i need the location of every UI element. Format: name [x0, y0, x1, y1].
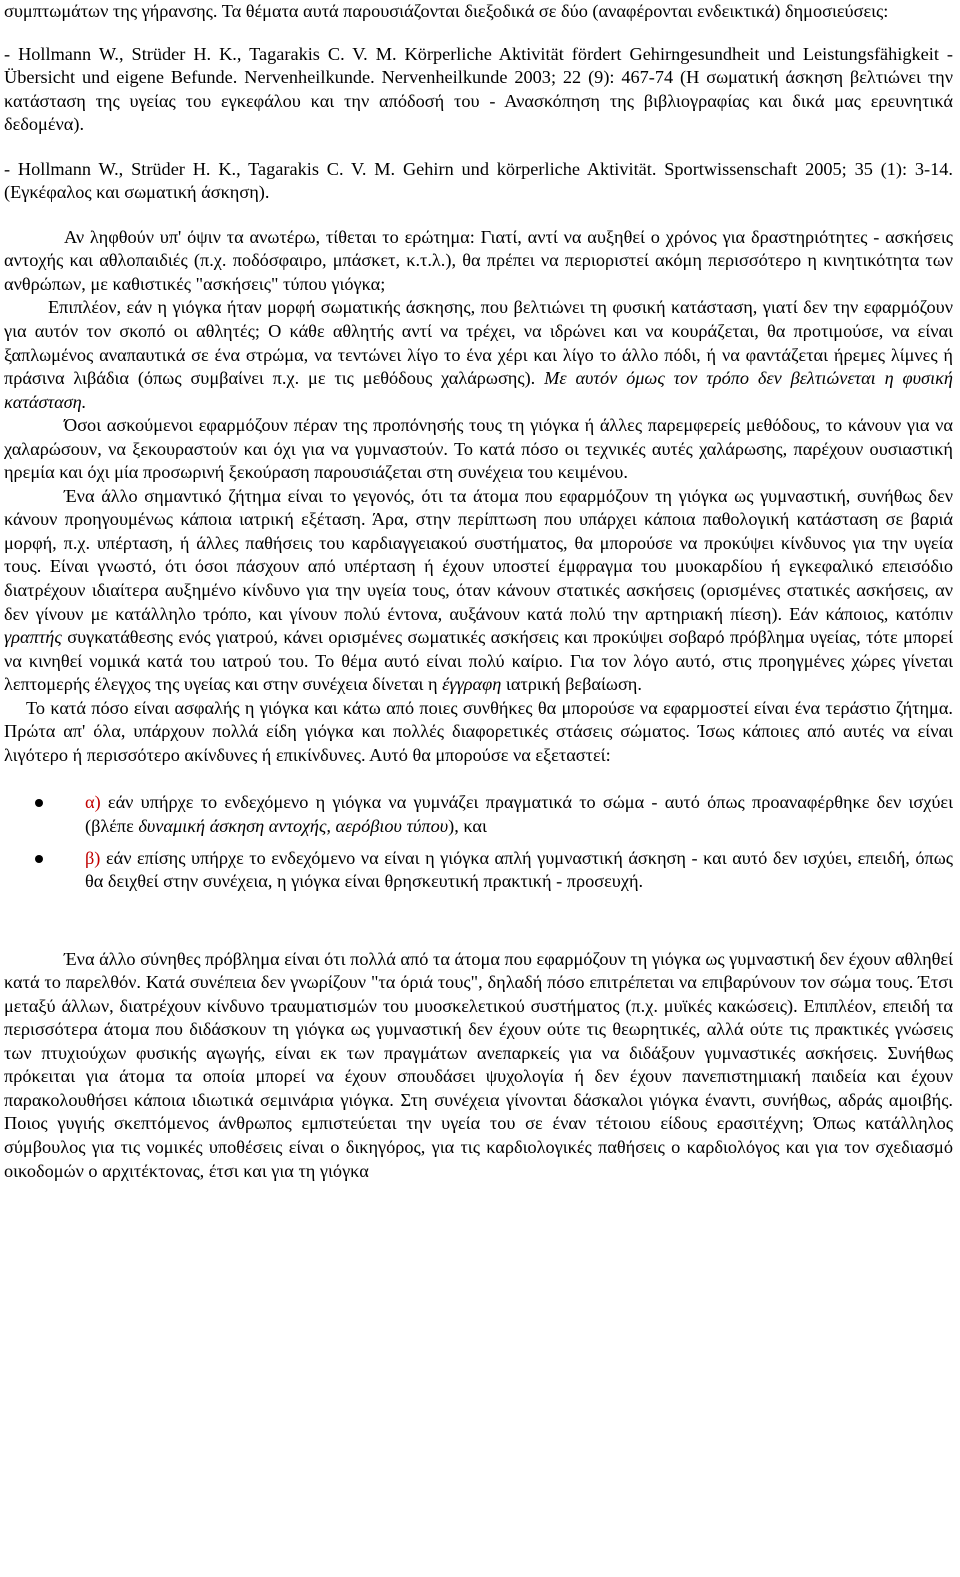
- paragraph-medical-italic-2: έγγραφη: [442, 674, 502, 695]
- bullet-a-italic: δυναμική άσκηση αντοχής, αερόβιου τύπου: [138, 815, 449, 836]
- bullet-b-marker: β): [85, 847, 101, 868]
- reference-2: - Hollmann W., Strüder H. K., Tagarakis C. V. M. Gehirn und körperliche Aktivität. Sportwissenschaft 2005; 35 (1): 3-14. (Εγκέφαλος και σωματική άσκηση).: [4, 158, 953, 203]
- bullet-dot-icon: [35, 855, 43, 863]
- bullet-dot-icon: [35, 799, 43, 807]
- paragraph-medical-a: Ένα άλλο σημαντικό ζήτημα είναι το γεγονός, ότι τα άτομα που εφαρμόζουν τη γιόγκα ως γυμναστική, συνήθως δεν κάνουν προηγουμένως κάποια ιατρική εξέταση. Άρα, στην περίπτωση που υπάρχει κάποια παθολογική κατάσταση σε βαριά μορφή, π.χ. υπέρταση, ή άλλες παθήσεις του καρδιαγγειακού συστήματος, θα μπορούσε να προκύψει κίνδυνος για την υγεία τους. Είναι γνωστό, ότι όσοι πάσχουν από υπέρταση ή έχουν υποστεί έμφραγμα του μυοκαρδίου ή εγκεφαλικό επεισόδιο διατρέχουν ιδιαίτερα αυξημένο κίνδυνο για την υγεία τους, όταν κάνουν στατικές ασκήσεις (ορισμένες στατικές ασκήσεις, αν δεν γίνουν με κατάλληλο τρόπο, και γίνουν πολύ έντονα, αυξάνουν κατά πολύ την αρτηριακή πίεση). Εάν κάποιος, κατόπιν: [4, 485, 953, 624]
- paragraph-intro: συμπτωμάτων της γήρανσης. Τα θέματα αυτά παρουσιάζονται διεξοδικά σε δύο (αναφέρονται ενδεικτικά) δημοσιεύσεις:: [4, 1, 889, 21]
- document-page: [4, 0, 953, 1183]
- paragraph-medical-c: ιατρική βεβαίωση.: [505, 674, 642, 695]
- bullet-item-b: [4, 847, 953, 894]
- paragraph-question: Αν ληφθούν υπ' όψιν τα ανωτέρω, τίθεται το ερώτημα: Γιατί, αντί να αυξηθεί ο χρόνος για δραστηριότητες - ασκήσεις αντοχής και αθλοπαιδιές (π.χ. ποδόσφαιρο, μπάσκετ, κ.τ.λ.), θα πρέπει να περιοριστεί ακόμη περισσότερο η κινητικότητα των ανθρώπων, με καθιστικές "ασκήσεις" τύπου γιόγκα;: [4, 226, 953, 294]
- bullet-b-text: εάν επίσης υπήρχε το ενδεχόμενο να είναι η γιόγκα απλή γυμναστική άσκηση - και αυτό δεν ισχύει, επειδή, όπως θα δειχθεί στην συνέχεια, η γιόγκα είναι θρησκευτική πρακτική - προσευχή.: [85, 847, 953, 892]
- bullet-a-text: εάν υπήρχε το ενδεχόμενο η γιόγκα να γυμνάζει πραγματικά το σώμα - αυτό όπως προαναφέρθηκε δεν ισχύει (βλέπε: [85, 792, 953, 836]
- paragraph-athletes-italic: Με αυτόν όμως τον τρόπο δεν βελτιώνεται η φυσική κατάσταση.: [4, 368, 953, 412]
- reference-1: - Hollmann W., Strüder H. K., Tagarakis C. V. M. Körperliche Aktivität fördert Gehirngesundheit und Leistungsfähigkeit - Übersicht und eigene Befunde. Nervenheilkunde. Nervenheilkunde 2003; 22 (9): 467-74 (Η σωματική άσκηση βελτιώνει την κατάσταση της υγείας του εγκεφάλου και την απόδοσή του - Ανασκόπηση της βιβλιογραφίας και δικά μας ερευνητικά δεδομένα).: [4, 43, 953, 135]
- paragraph-athletes-text: Επιπλέον, εάν η γιόγκα ήταν μορφή σωματικής άσκησης, που βελτιώνει τη φυσική κατάσταση, γιατί δεν την εφαρμόζουν για αυτόν τον σκοπό οι αθλητές; Ο κάθε αθλητής αντί να τρέχει, να ιδρώνει και να κουράζεται, θα προτιμούσε, να είναι ξαπλωμένος αναπαυτικά σε ένα στρώμα, να τεντώνει λίγο το ένα χέρι και λίγο το άλλο πόδι, ή να φαντάζεται ήρεμες λίμνες ή πράσινα λιβάδια (όπως συμβαίνει π.χ. με τις μεθόδους χαλάρωσης).: [4, 297, 953, 389]
- paragraph-medical: [4, 485, 953, 697]
- paragraph-medical-b: συγκατάθεσης ενός γιατρού, κάνει ορισμένες σωματικές ασκήσεις και προκύψει σοβαρό πρόβλημα υγείας, τότε μπορεί να κινηθεί νομικά κατά του ιατρού του. Το θέμα αυτό είναι πολύ καίριο. Για τον λόγο αυτό, στις προηγμένες χώρες γίνεται λεπτομερής έλεγχος της υγείας και στην συνέχεια δίνεται η: [4, 627, 954, 695]
- paragraph-athletes: [4, 296, 953, 414]
- bullet-item-a: [4, 791, 953, 838]
- paragraph-medical-italic-1: γραπτής: [4, 627, 62, 648]
- bullet-a-end: ), και: [448, 815, 487, 836]
- paragraph-relaxation: Όσοι ασκούμενοι εφαρμόζουν πέραν της προπόνησής τους τη γιόγκα ή άλλες παρεμφερείς μεθόδους, το κάνουν για να χαλαρώσουν, να ξεκουραστούν και όχι για να γυμναστούν. Το κατά πόσο οι τεχνικές αυτές χαλάρωσης, παρέχουν ουσιαστική ηρεμία και όχι μία προσωρινή ξεκούραση παρουσιάζεται στη συνέχεια του κειμένου.: [4, 415, 953, 483]
- bullet-a-marker: α): [85, 792, 101, 813]
- paragraph-inexperience: Ένα άλλο σύνηθες πρόβλημα είναι ότι πολλά από τα άτομα που εφαρμόζουν τη γιόγκα ως γυμναστική δεν έχουν αθληθεί κατά το παρελθόν. Κατά συνέπεια δεν γνωρίζουν "τα όριά τους", δηλαδή πόσο επιτρέπεται να επιβαρύνουν τον σώμα τους. Έτσι μεταξύ άλλων, διατρέχουν κίνδυνο τραυματισμών του μυοσκελετικού συστήματος (π.χ. μυϊκές κακώσεις). Επιπλέον, επειδή τα περισσότερα άτομα που διδάσκουν τη γιόγκα ως γυμναστική δεν έχουν ούτε τις θεωρητικές, αλλά ούτε τις πρακτικές γνώσεις των πτυχιούχων φυσικής αγωγής, είναι εκ των πραγμάτων ανεπαρκείς για να διδάξουν γυμναστικές ασκήσεις. Συνήθως πρόκειται για άτομα τα οποία μπορεί να έχουν σπουδάσει ψυχολογία ή δεν έχουν πανεπιστημιακή παιδεία και έχουν παρακολουθήσει κάποια ιδιωτικά σεμινάρια γιόγκα. Στη συνέχεια γίνονται δάσκαλοι γιόγκα έναντι, συνήθως, αδράς αμοιβής. Ποιος γυγιής σκεπτόμενος άνθρωπος εμπιστεύεται την υγεία του σε έναν τέτοιου είδους ερασιτέχνη; Όπως κατάλληλος σύμβουλος για τις νομικές υποθέσεις είναι ο δικηγόρος, για τις καρδιολογικές παθήσεις ο καρδιολόγος και για τον σχεδιασμό οικοδομών ο αρχιτέκτονας, έτσι και για τη γιόγκα: [4, 948, 953, 1181]
- paragraph-safety: Το κατά πόσο είναι ασφαλής η γιόγκα και κάτω από ποιες συνθήκες θα μπορούσε να εφαρμοστεί είναι ένα τεράστιο ζήτημα. Πρώτα απ' όλα, υπάρχουν πολλά είδη γιόγκα και πολλές διαφορετικές στάσεις σώματος. Ίσως κάποιες από αυτές να είναι λιγότερο ή περισσότερο ακίνδυνες ή επικίνδυνες. Αυτό θα μπορούσε να εξεταστεί:: [4, 697, 953, 765]
- bullet-list: [4, 791, 953, 893]
